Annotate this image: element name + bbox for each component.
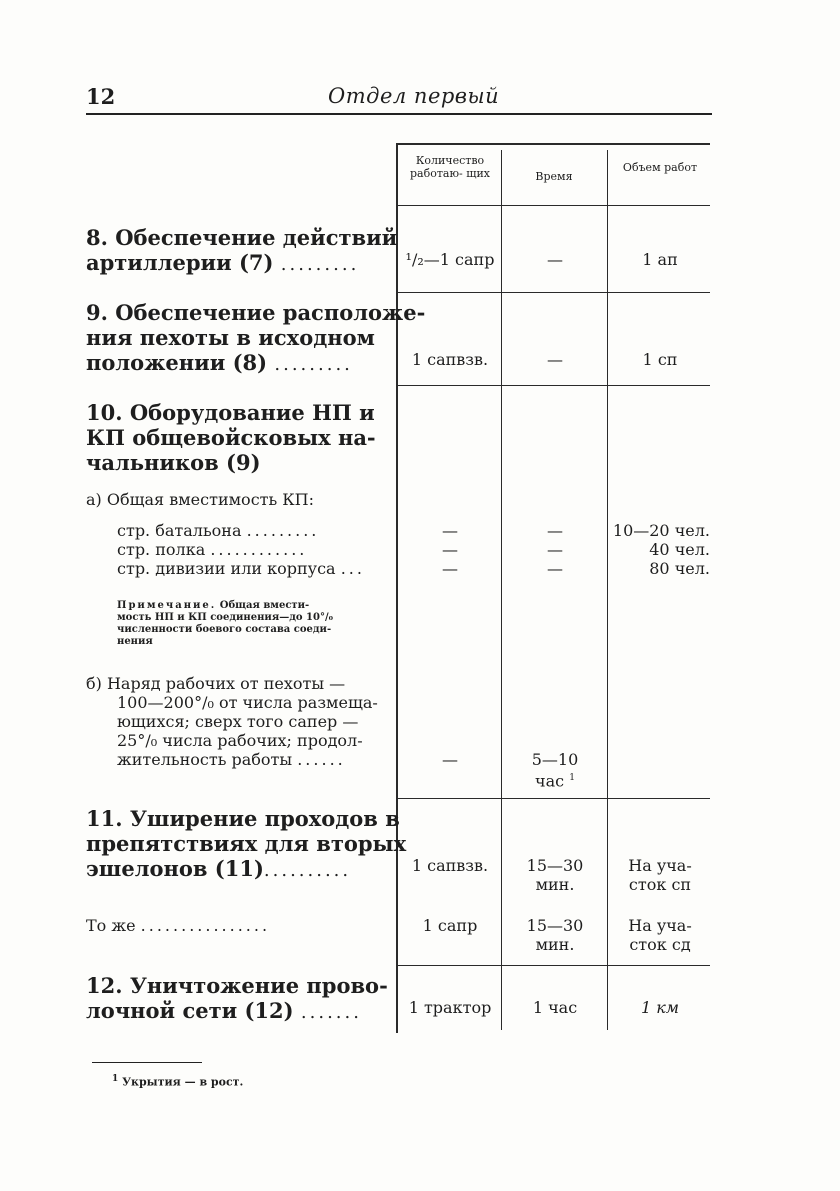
row-11-workers: 1 сапвзв.: [411, 856, 489, 875]
row-9-title-line1: 9. Обеспечение расположе-: [86, 300, 426, 325]
subsection-a-item-3: стр. дивизии или корпуса ...: [117, 559, 365, 578]
row-10-title-line1: 10. Оборудование НП и: [86, 400, 375, 425]
note-line2: мость НП и КП соединения—до 10°/₀: [117, 612, 333, 623]
row-12-title-line2: лочной сети (12) .......: [86, 998, 362, 1023]
row-same-volume-line2: сток сд: [629, 935, 691, 954]
subsection-a-item-1-volume: 10—20 чел.: [612, 521, 710, 540]
row-8-time: —: [547, 250, 563, 269]
row-11-time-line2: мин.: [535, 875, 575, 894]
row-same-workers: 1 сапр: [422, 916, 478, 935]
note-line4: нения: [117, 636, 153, 647]
footnote: $^1$ Укрытия — в рост.: [112, 1074, 244, 1089]
row-11-volume-line2: сток сп: [628, 875, 692, 894]
row-same-time-line1: 15—30: [526, 916, 584, 935]
column-header-volume: Объем работ: [622, 161, 698, 174]
running-title: Отдел первый: [328, 84, 500, 108]
row-same-title: То же ................: [86, 916, 271, 935]
subsection-b-workers: —: [442, 750, 458, 769]
row-8-volume: 1 ап: [642, 250, 678, 269]
row-same-volume-line1: На уча-: [628, 916, 692, 935]
footnote-rule: [92, 1062, 202, 1063]
subsection-a-item-1: стр. батальона .........: [117, 521, 320, 540]
table-left-border: [396, 143, 398, 1033]
footnote-ref-mark: 1: [569, 773, 575, 783]
column-divider-1: [501, 150, 502, 1030]
row-12-workers: 1 трактор: [408, 998, 492, 1017]
subsection-b-line3: ющихся; сверх того сапер —: [117, 712, 359, 731]
row-10-title-line2: КП общевойсковых на-: [86, 425, 376, 450]
column-header-time: Время: [535, 170, 573, 183]
row-11-title-line1: 11. Уширение проходов в: [86, 806, 400, 831]
subsection-a-item-2-time: —: [547, 540, 563, 559]
subsection-a-item-2: стр. полка ............: [117, 540, 308, 559]
row-rule-4: [396, 965, 710, 966]
subsection-b-time-line2: час $^1$: [535, 771, 575, 791]
row-9-title-line3: положении (8) .........: [86, 350, 353, 375]
header-rule: [86, 113, 712, 115]
row-9-title-line2: ния пехоты в исходном: [86, 325, 375, 350]
column-divider-2: [607, 150, 608, 1030]
page-number: 12: [86, 84, 116, 109]
subsection-b-line1: б) Наряд рабочих от пехоты —: [86, 674, 346, 693]
note-line3: численности боевого состава соеди-: [117, 624, 332, 635]
row-same-time-line2: мин.: [535, 935, 575, 954]
subsection-a-item-1-time: —: [547, 521, 563, 540]
subsection-a-label: а) Общая вместимость КП:: [86, 490, 315, 509]
row-11-title-line2: препятствиях для вторых: [86, 831, 407, 856]
note-line1: Примечание. Общая вмести-: [117, 600, 310, 611]
column-header-workers: Количество работаю- щих: [409, 154, 491, 180]
row-8-title-line2: артиллерии (7) .........: [86, 250, 360, 275]
subsection-a-item-1-workers: —: [442, 521, 458, 540]
row-12-title-line1: 12. Уничтожение прово-: [86, 973, 388, 998]
subsection-a-item-2-volume: 40 чел.: [649, 540, 710, 559]
subsection-a-item-3-time: —: [547, 559, 563, 578]
row-9-workers: 1 сапвзв.: [411, 350, 489, 369]
row-12-volume: 1 км: [640, 998, 680, 1017]
row-rule-3: [396, 798, 710, 799]
subsection-a-item-2-workers: —: [442, 540, 458, 559]
row-8-workers: ¹/₂—1 сапр: [405, 250, 495, 269]
subsection-a-item-3-volume: 80 чел.: [649, 559, 710, 578]
row-9-volume: 1 сп: [642, 350, 678, 369]
subsection-b-line4: 25°/₀ числа рабочих; продол-: [117, 731, 363, 750]
subsection-b-line5: жительность работы ......: [117, 750, 346, 769]
subsection-b-line2: 100—200°/₀ от числа размеща-: [117, 693, 378, 712]
row-rule-2: [396, 385, 710, 386]
table-top-rule: [396, 143, 710, 145]
header-bottom-rule: [396, 205, 710, 206]
row-8-title-line1: 8. Обеспечение действий: [86, 225, 398, 250]
row-9-time: —: [547, 350, 563, 369]
row-10-title-line3: чальников (9): [86, 450, 261, 475]
row-12-time: 1 час: [532, 998, 578, 1017]
row-11-time-line1: 15—30: [526, 856, 584, 875]
row-11-volume-line1: На уча-: [628, 856, 692, 875]
row-11-title-line3: эшелонов (11)..........: [86, 856, 352, 881]
subsection-a-item-3-workers: —: [442, 559, 458, 578]
subsection-b-time-line1: 5—10: [531, 750, 579, 769]
row-rule-1: [396, 292, 710, 293]
